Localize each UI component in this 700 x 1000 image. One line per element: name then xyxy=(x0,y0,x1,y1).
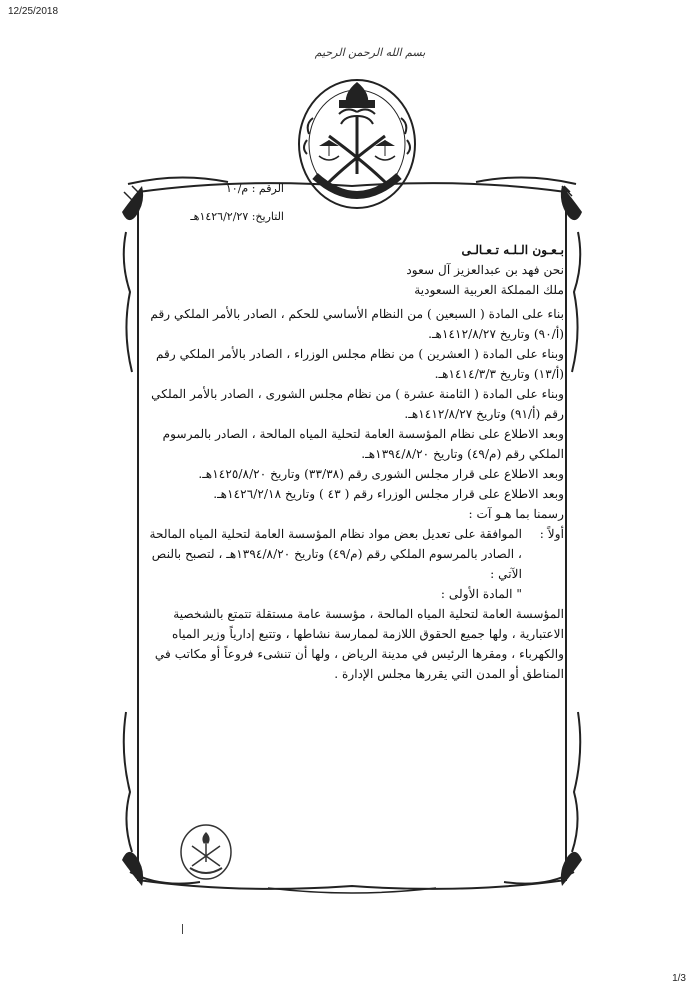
reference-number: الرقم : م/١٠ xyxy=(225,182,284,195)
decree-phrase: رسمنا بما هـو آت : xyxy=(468,507,564,521)
preamble-paragraph: وبعد الاطلاع على نظام المؤسسة العامة لتحلية المياه المالحة ، الصادر بالمرسوم الملكي رقم (م/٤٩) وتاريخ ١٣٩٤/٨/٢٠هـ. xyxy=(162,427,564,461)
preamble-paragraph: وبعد الاطلاع على قرار مجلس الوزراء رقم ( ٤٣ ) وتاريخ ١٤٢٦/٢/١٨هـ. xyxy=(213,487,564,501)
decree-item xyxy=(146,524,564,584)
preamble-paragraph: وبعد الاطلاع على قرار مجلس الشورى رقم (٣٣/٣٨) وتاريخ ١٤٢٥/٨/٢٠هـ. xyxy=(198,467,564,481)
king-name: نحن فهد بن عبدالعزيز آل سعود xyxy=(406,263,564,277)
item-label: أولاً : xyxy=(539,527,564,541)
decree-body xyxy=(146,240,564,684)
page-count: 1/3 xyxy=(672,973,686,984)
article-text: المؤسسة العامة لتحلية المياه المالحة ، مؤسسة عامة مستقلة تتمتع بالشخصية الاعتبارية ، ولها جميع الحقوق اللازمة لممارسة نشاطها ، وتتبع إدارياً وزير المياه والكهرباء ، ومقرها الرئيس في مدينة الرياض ، ولها أن تنشىء فروعاً أو مكاتب في المناطق أو المدن التي يقررها مجلس الإدارة . xyxy=(154,607,564,681)
basmala: بسم الله الرحمن الرحيم xyxy=(314,46,426,59)
item-text: الموافقة على تعديل بعض مواد نظام المؤسسة العامة لتحلية المياه المالحة ، الصادر بالمرسوم الملكي رقم (م/٤٩) وتاريخ ١٣٩٤/٨/٢٠هـ ، لتصبح بالنص الآتي : xyxy=(149,527,522,581)
reference-date: التاريخ: ١٤٢٦/٢/٢٧هـ xyxy=(190,210,284,223)
article-heading: " المادة الأولى : xyxy=(440,587,522,601)
preamble-paragraph: وبناء على المادة ( الثامنة عشرة ) من نظام مجلس الشورى ، الصادر بالأمر الملكي رقم (أ/٩١) وتاريخ ١٤١٢/٨/٢٧هـ. xyxy=(151,387,564,421)
preamble-paragraph: وبناء على المادة ( العشرين ) من نظام مجلس الوزراء ، الصادر بالأمر الملكي رقم (أ/١٣) وتاريخ ١٤١٤/٣/٣هـ. xyxy=(155,347,564,381)
royal-seal-icon xyxy=(178,822,234,882)
scan-mark xyxy=(182,924,183,934)
preamble-paragraph: بناء على المادة ( السبعين ) من النظام الأساسي للحكم ، الصادر بالأمر الملكي رقم (أ/٩٠) وتاريخ ١٤١٢/٨/٢٧هـ. xyxy=(150,307,564,341)
king-title: ملك المملكة العربية السعودية xyxy=(414,283,564,297)
print-date: 12/25/2018 xyxy=(8,6,59,17)
salutation: بـعـون الـلـه تـعـالـى xyxy=(461,243,564,257)
